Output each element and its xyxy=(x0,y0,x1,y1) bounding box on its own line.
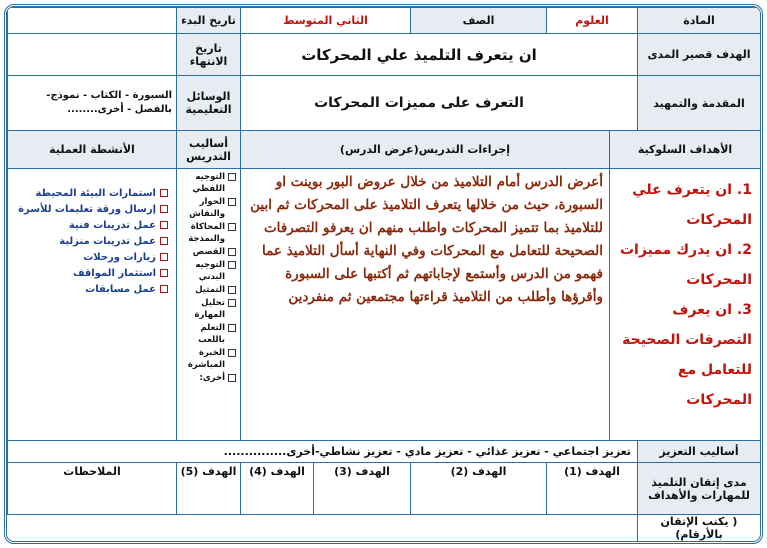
method-item[interactable]: التوجيه البدني xyxy=(181,259,236,283)
checkbox-icon[interactable] xyxy=(228,324,236,332)
checkbox-icon[interactable] xyxy=(228,349,236,357)
procedures-cell xyxy=(241,169,610,441)
activity-item[interactable]: عمل مسابقات xyxy=(12,283,168,296)
objective-item: 3. ان يعرف التصرفات الصحيحة xyxy=(622,302,752,348)
checkbox-icon[interactable] xyxy=(228,374,236,382)
intro-label: المقدمة والتمهيد xyxy=(638,76,761,131)
method-item[interactable]: القصص xyxy=(181,246,236,258)
procedures-header: إجراءات التدريس(عرض الدرس) xyxy=(241,131,610,169)
procedures-text: أعرض الدرس أمام التلاميذ من خلال عروض البور بوينت او السبورة، حيث من خلالها يتعرف التلاميذ على المحركات ثم ابين للتلاميذ بما تتميز المحركات واطلب منهم ان يعرفو التصرفات الصحيحة للتعامل مع المحركات وفي النهاية أسأل التلاميذ عما فهمو من الدرس وأستمع لإجاباتهم ثم أكتبها على السبورة وأقرؤها وأطلب من التلاميذ قراءتها مجتمعين ثم منفردين xyxy=(250,174,603,305)
start-date-value[interactable] xyxy=(8,8,177,34)
subject-label: المادة xyxy=(638,8,761,34)
objective-item: للتعامل مع المحركات xyxy=(677,362,752,408)
checkbox-icon[interactable] xyxy=(160,253,168,261)
checkbox-icon[interactable] xyxy=(160,237,168,245)
methods-cell xyxy=(177,169,241,441)
lesson-plan-form xyxy=(4,4,763,544)
objectives-header: الأهداف السلوكية xyxy=(610,131,761,169)
checkbox-icon[interactable] xyxy=(228,261,236,269)
objectives-cell xyxy=(610,169,761,441)
method-item[interactable]: أخرى: xyxy=(181,372,236,384)
checkbox-icon[interactable] xyxy=(228,248,236,256)
subject-value: العلوم xyxy=(547,8,638,34)
activities-list xyxy=(8,169,176,296)
method-item[interactable]: التوجيه اللفظي xyxy=(181,171,236,195)
checkbox-icon[interactable] xyxy=(160,285,168,293)
checkbox-icon[interactable] xyxy=(160,205,168,213)
objectives-list xyxy=(610,169,760,415)
goal-4-header: الهدف (4) xyxy=(241,463,314,515)
objective-item: 1. ان يتعرف علي المحركات xyxy=(632,182,752,228)
method-item[interactable]: تحليل المهارة xyxy=(181,297,236,321)
lesson-plan-table xyxy=(7,7,761,542)
checkbox-icon[interactable] xyxy=(228,173,236,181)
goal-value: ان يتعرف التلميذ علي المحركات xyxy=(241,34,638,76)
empty-cell xyxy=(8,515,638,542)
activity-item[interactable]: استثمار المواقف xyxy=(12,267,168,280)
method-item[interactable]: التعلم باللعب xyxy=(181,322,236,346)
checkbox-icon[interactable] xyxy=(160,189,168,197)
grade-value: الثاني المتوسط xyxy=(241,8,411,34)
end-date-value[interactable] xyxy=(8,34,177,76)
checkbox-icon[interactable] xyxy=(228,299,236,307)
intro-value: التعرف على مميزات المحركات xyxy=(241,76,638,131)
reinforcement-label: أساليب التعزيز xyxy=(638,441,761,463)
checkbox-icon[interactable] xyxy=(228,198,236,206)
activity-item[interactable]: زيارات ورحلات xyxy=(12,251,168,264)
method-item[interactable]: الحوار والنقاش xyxy=(181,196,236,220)
mastery-label: مدى إتقان التلميذ للمهارات والأهداف xyxy=(638,463,761,515)
grade-label: الصف xyxy=(411,8,547,34)
methods-header: أساليب التدريس xyxy=(177,131,241,169)
activity-item[interactable]: عمل تدريبات فنية xyxy=(12,219,168,232)
method-item[interactable]: الخبرة المباشرة xyxy=(181,347,236,371)
method-item[interactable]: التمثيل xyxy=(181,284,236,296)
reinforcement-value: تعزيز اجتماعي - تعزيز غذائي - تعزيز مادي - تعزيز نشاطي-أخرى............... xyxy=(8,441,638,463)
aids-value: السبورة - الكتاب - نموذج- بالفصل - أخرى........ xyxy=(8,76,177,131)
goal-5-header: الهدف (5) xyxy=(177,463,241,515)
goal-3-header: الهدف (3) xyxy=(314,463,411,515)
activities-cell xyxy=(8,169,177,441)
checkbox-icon[interactable] xyxy=(160,221,168,229)
mastery-instruction: ( يكتب الإتقان بالأرقام) xyxy=(638,515,761,542)
activity-item[interactable]: عمل تدريبات منزلية xyxy=(12,235,168,248)
start-date-label: تاريخ البدء xyxy=(177,8,241,34)
methods-list xyxy=(177,169,240,387)
objective-item: 2. ان يدرك مميزات المحركات xyxy=(619,242,752,288)
goal-label: الهدف قصير المدى xyxy=(638,34,761,76)
activity-item[interactable]: إرسال ورقة تعليمات للأسرة xyxy=(12,203,168,216)
goal-2-header: الهدف (2) xyxy=(411,463,547,515)
end-date-label: تاريخ الانتهاء xyxy=(177,34,241,76)
activities-header: الأنشطة العملية xyxy=(8,131,177,169)
notes-header: الملاحظات xyxy=(8,463,177,515)
checkbox-icon[interactable] xyxy=(160,269,168,277)
method-item[interactable]: المحاكاة والنمذجة xyxy=(181,221,236,245)
checkbox-icon[interactable] xyxy=(228,286,236,294)
activity-item[interactable]: استمارات البيئة المحيطة xyxy=(12,187,168,200)
aids-label: الوسائل التعليمية xyxy=(177,76,241,131)
checkbox-icon[interactable] xyxy=(228,223,236,231)
goal-1-header: الهدف (1) xyxy=(547,463,638,515)
